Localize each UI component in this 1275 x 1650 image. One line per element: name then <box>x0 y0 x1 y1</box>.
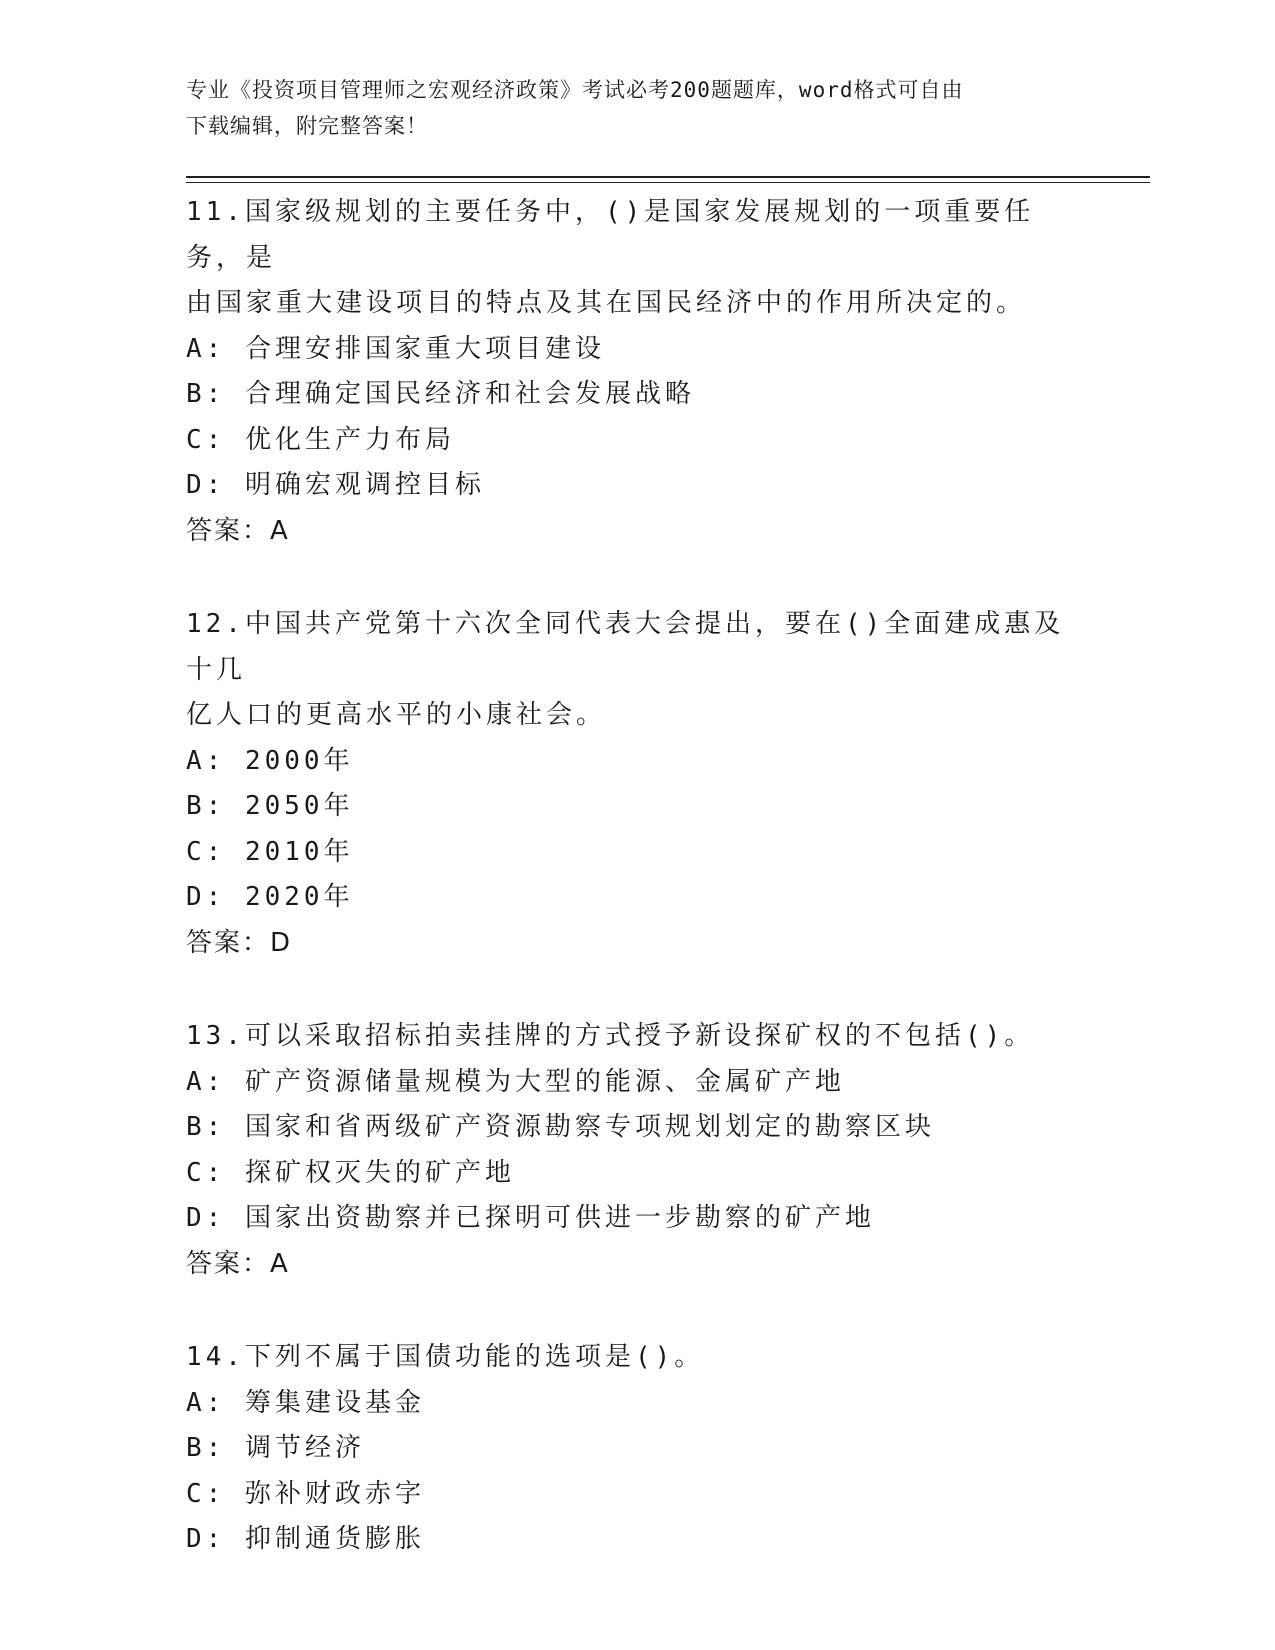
option-a: A: 合理安排国家重大项目建设 <box>186 333 605 364</box>
question-list <box>186 190 1086 1611</box>
document-header <box>186 72 1086 144</box>
option-d: D: 国家出资勘察并已探明可供进一步勘察的矿产地 <box>186 1203 875 1233</box>
option-d: D: 抑制通货膨胀 <box>186 1524 425 1554</box>
option-a: A: 筹集建设基金 <box>186 1387 425 1418</box>
question-14 <box>186 1335 1086 1563</box>
option-b: B: 国家和省两级矿产资源勘察专项规划划定的勘察区块 <box>186 1112 935 1142</box>
question-stem-line: 亿人口的更高水平的小康社会。 <box>186 700 607 730</box>
option-b: B: 合理确定国民经济和社会发展战略 <box>186 379 695 409</box>
header-divider-thin <box>186 182 1150 183</box>
option-a: A: 矿产资源储量规模为大型的能源、金属矿产地 <box>186 1066 845 1097</box>
answer-label: 答案：A <box>186 1248 290 1279</box>
question-stem-line: 11.国家级规划的主要任务中，()是国家发展规划的一项重要任务，是 <box>186 197 1035 273</box>
option-b: B: 调节经济 <box>186 1433 365 1463</box>
option-a: A: 2000年 <box>186 745 354 776</box>
option-c: C: 优化生产力布局 <box>186 424 455 455</box>
question-stem-line: 13.可以采取招标拍卖挂牌的方式授予新设探矿权的不包括()。 <box>186 1021 1035 1051</box>
question-stem-line: 12.中国共产党第十六次全同代表大会提出，要在()全面建成惠及十几 <box>186 609 1065 685</box>
option-c: C: 弥补财政赤字 <box>186 1478 425 1509</box>
option-b: B: 2050年 <box>186 791 354 821</box>
option-d: D: 明确宏观调控目标 <box>186 470 485 500</box>
option-c: C: 探矿权灭失的矿产地 <box>186 1157 515 1188</box>
option-c: C: 2010年 <box>186 836 354 867</box>
question-11 <box>186 190 1086 554</box>
header-line-1: 专业《投资项目管理师之宏观经济政策》考试必考200题题库，word格式可自由 <box>186 78 964 102</box>
question-12 <box>186 602 1086 966</box>
question-13 <box>186 1014 1086 1287</box>
header-divider-thick <box>186 176 1150 178</box>
answer-label: 答案：D <box>186 927 293 958</box>
question-stem-line: 由国家重大建设项目的特点及其在国民经济中的作用所决定的。 <box>186 288 1027 318</box>
question-stem-line: 14.下列不属于国债功能的选项是()。 <box>186 1342 705 1372</box>
option-d: D: 2020年 <box>186 882 354 912</box>
header-line-2: 下载编辑，附完整答案！ <box>186 114 428 138</box>
answer-label: 答案：A <box>186 515 290 546</box>
